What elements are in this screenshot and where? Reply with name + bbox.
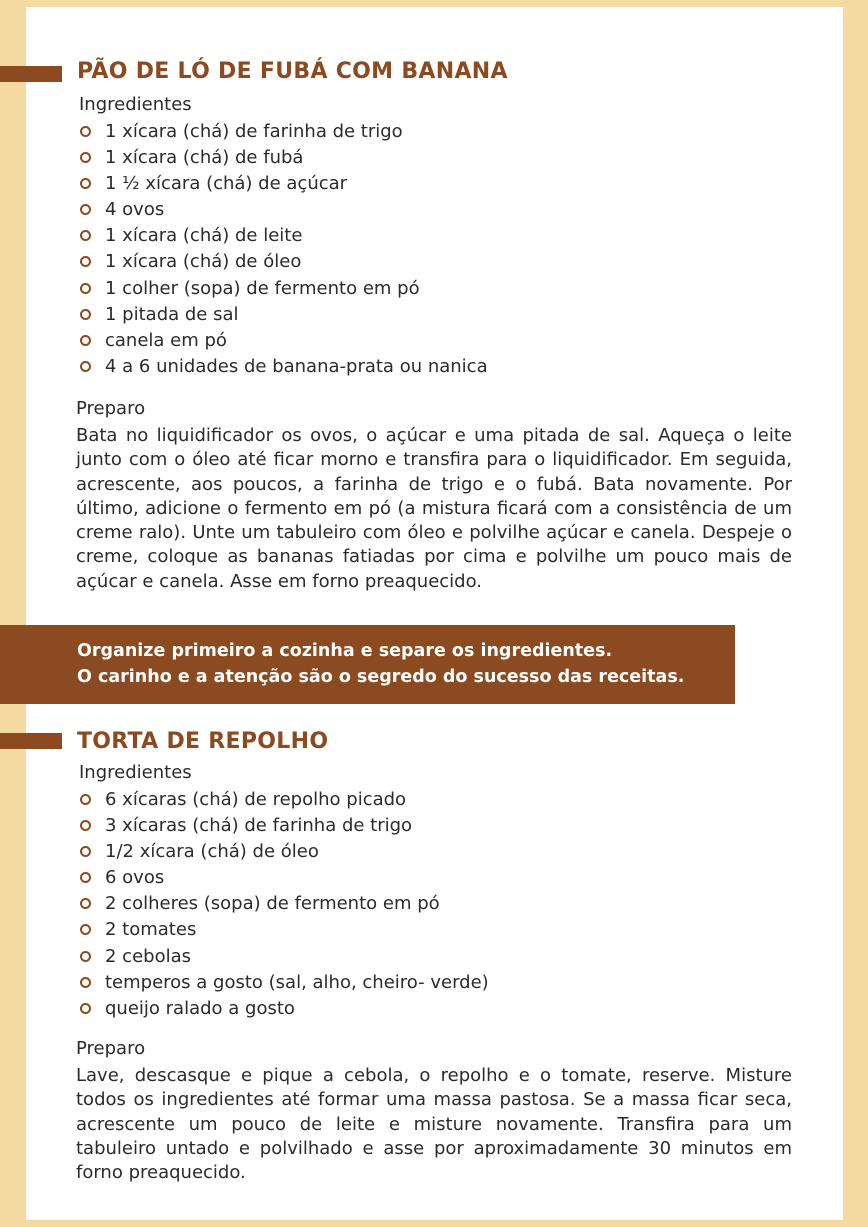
ingredient-item (78, 197, 488, 223)
ingredient-item (78, 354, 488, 380)
recipe-title: PÃO DE LÓ DE FUBÁ COM BANANA (77, 59, 508, 84)
bullet-icon (80, 977, 91, 988)
ingredient-text: 1 ½ xícara (chá) de açúcar (105, 173, 348, 195)
ingredient-text: 1/2 xícara (chá) de óleo (105, 841, 319, 863)
prep-text: Bata no liquidificador os ovos, o açúcar e uma pitada de sal. Aqueça o leite junto com o óleo até ficar morno e transfira para o liquidificador. Em seguida, acrescente, aos poucos, a farinha de trigo e o fubá. Bata novamente. Por último, adicione o fermento em pó (a mistura ficará com a consistência de um creme ralo). Unte um tabuleiro com óleo e polvilhe açúcar e canela. Despeje o creme, coloque as bananas fatiadas por cima e polvilhe um pouco mais de açúcar e canela. Asse em forno preaquecido. (76, 425, 792, 592)
ingredient-text: 6 xícaras (chá) de repolho picado (105, 789, 407, 810)
bullet-icon (80, 924, 91, 935)
ingredients-list (78, 119, 488, 380)
ingredient-item (78, 996, 489, 1022)
ingredient-text: 1 xícara (chá) de óleo (105, 251, 302, 273)
ingredient-text: 1 pitada de sal (105, 303, 239, 325)
ingredient-text: 4 a 6 unidades de banana-prata ou nanica (105, 355, 488, 377)
ingredient-item (78, 276, 488, 302)
prep-heading: Preparo (76, 398, 146, 419)
bullet-icon (80, 898, 91, 909)
ingredient-text: 1 xícara (chá) de farinha de trigo (105, 121, 403, 142)
ingredient-item (78, 917, 489, 943)
ingredient-item (78, 787, 489, 813)
ingredient-text: 2 tomates (105, 919, 197, 941)
tip-line: Organize primeiro a cozinha e separe os ingredientes. (77, 641, 613, 661)
ingredient-item (78, 249, 488, 275)
bullet-icon (80, 820, 91, 831)
prep-heading: Preparo (76, 1038, 146, 1059)
ingredient-item (78, 944, 489, 970)
ingredient-text: canela em pó (105, 329, 227, 351)
title-accent-bar (0, 733, 62, 749)
bullet-icon (80, 309, 91, 320)
bullet-icon (80, 256, 91, 267)
ingredient-item (78, 119, 488, 145)
bullet-icon (80, 335, 91, 346)
bullet-icon (80, 1003, 91, 1014)
ingredient-item (78, 865, 489, 891)
ingredient-item (78, 813, 489, 839)
ingredient-item (78, 891, 489, 917)
ingredient-text: 1 xícara (chá) de fubá (105, 147, 304, 169)
ingredient-text: 3 xícaras (chá) de farinha de trigo (105, 815, 413, 837)
ingredient-text: 1 colher (sopa) de fermento em pó (105, 277, 420, 299)
ingredient-text: 2 colheres (sopa) de fermento em pó (105, 893, 440, 915)
bullet-icon (80, 230, 91, 241)
ingredient-item (78, 171, 488, 197)
ingredients-list (78, 787, 489, 1022)
bullet-icon (80, 126, 91, 137)
bullet-icon (80, 178, 91, 189)
ingredient-text: 6 ovos (105, 867, 165, 889)
bullet-icon (80, 951, 91, 962)
ingredients-heading: Ingredientes (79, 762, 192, 783)
bullet-icon (80, 283, 91, 294)
prep-text: Lave, descasque e pique a cebola, o repolho e o tomate, reserve. Misture todos os ingredientes até formar uma massa pastosa. Se a massa ficar seca, acrescente um pouco de leite e misture novamente. Transfira para um tabuleiro untado e polvilhado e asse por aproximadamente 30 minutos em forno preaquecido. (76, 1065, 792, 1184)
ingredient-text: 1 xícara (chá) de leite (105, 225, 303, 247)
bullet-icon (80, 361, 91, 372)
bullet-icon (80, 152, 91, 163)
ingredients-heading: Ingredientes (79, 94, 192, 115)
ingredient-item (78, 839, 489, 865)
ingredient-item (78, 970, 489, 996)
ingredient-item (78, 302, 488, 328)
title-accent-bar (0, 66, 62, 82)
bullet-icon (80, 872, 91, 883)
tip-box (0, 625, 735, 704)
bullet-icon (80, 846, 91, 857)
ingredient-item (78, 223, 488, 249)
tip-line: O carinho e a atenção são o segredo do sucesso das receitas. (77, 667, 685, 687)
bullet-icon (80, 794, 91, 805)
recipe-title: TORTA DE REPOLHO (77, 729, 329, 754)
ingredient-text: 2 cebolas (105, 945, 191, 967)
ingredient-text: 4 ovos (105, 199, 165, 221)
ingredient-item (78, 328, 488, 354)
ingredient-text: temperos a gosto (sal, alho, cheiro- verde) (105, 971, 489, 993)
ingredient-item (78, 145, 488, 171)
ingredient-text: queijo ralado a gosto (105, 997, 295, 1019)
bullet-icon (80, 204, 91, 215)
